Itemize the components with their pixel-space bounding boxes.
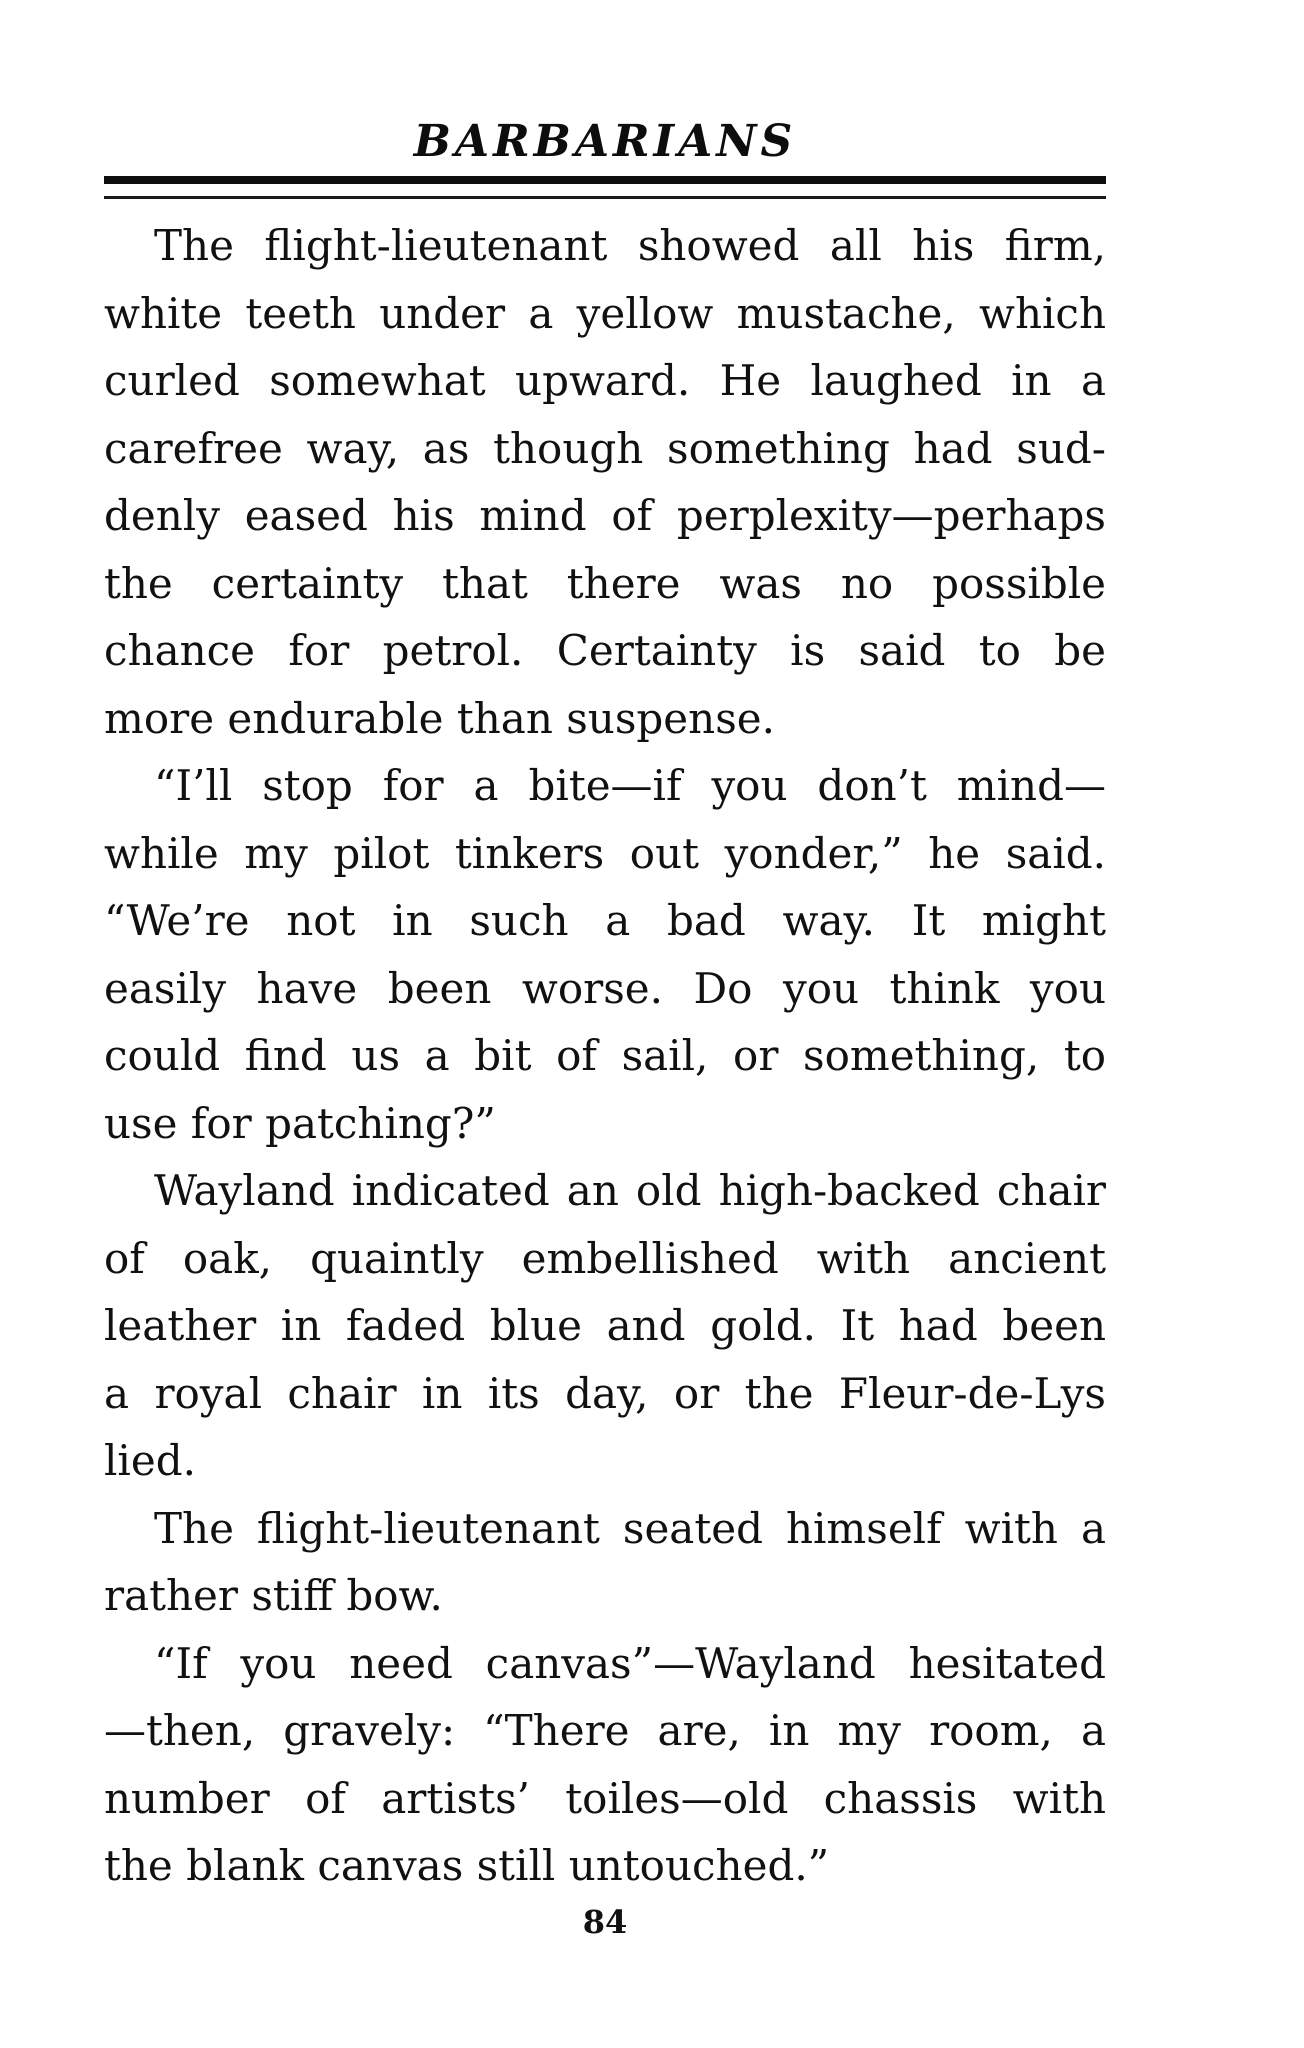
running-head: BARBARIANS xyxy=(413,116,797,167)
text-line: denly eased his mind of perplexity—perhaps xyxy=(104,491,1106,540)
text-line: of oak, quaintly embellished with ancient xyxy=(104,1233,1106,1283)
header-rule-thick xyxy=(104,176,1106,184)
text-line: The flight-lieutenant showed all his firm, xyxy=(154,221,1106,270)
text-line: while my pilot tinkers out yonder,” he said. xyxy=(104,828,1106,878)
text-line: easily have been worse. Do you think you xyxy=(104,963,1106,1013)
text-line: —then, gravely: “There are, in my room, a xyxy=(104,1706,1106,1755)
text-line: leather in faded blue and gold. It had been xyxy=(104,1301,1106,1350)
text-line: more endurable than suspense. xyxy=(104,693,775,743)
text-line: Wayland indicated an old high-backed chair xyxy=(154,1166,1106,1215)
text-line: “If you need canvas”—Wayland hesitated xyxy=(154,1638,1106,1688)
text-line: number of artists’ toiles—old chassis with xyxy=(104,1773,1106,1823)
text-line: carefree way, as though something had sud- xyxy=(104,423,1106,473)
text-line: white teeth under a yellow mustache, which xyxy=(104,288,1106,338)
text-line: “I’ll stop for a bite—if you don’t mind— xyxy=(154,761,1106,810)
text-line: the blank canvas still untouched.” xyxy=(104,1841,830,1890)
text-line: chance for petrol. Certainty is said to be xyxy=(104,626,1106,675)
text-line: rather stiff bow. xyxy=(104,1571,443,1620)
text-line: a royal chair in its day, or the Fleur-de-Lys xyxy=(104,1368,1106,1418)
text-line: curled somewhat upward. He laughed in a xyxy=(104,356,1106,405)
text-line: lied. xyxy=(104,1436,196,1485)
header-rule-thin xyxy=(104,196,1106,199)
text-line: The flight-lieutenant seated himself with a xyxy=(154,1503,1106,1553)
text-line: use for patching?” xyxy=(104,1098,496,1148)
text-line: could find us a bit of sail, or something, to xyxy=(104,1031,1106,1080)
text-line: the certainty that there was no possible xyxy=(104,558,1106,608)
body-text xyxy=(104,212,1106,1900)
page-number: 84 xyxy=(582,1903,628,1941)
book-page xyxy=(104,0,1106,2048)
text-line: “We’re not in such a bad way. It might xyxy=(104,896,1106,945)
